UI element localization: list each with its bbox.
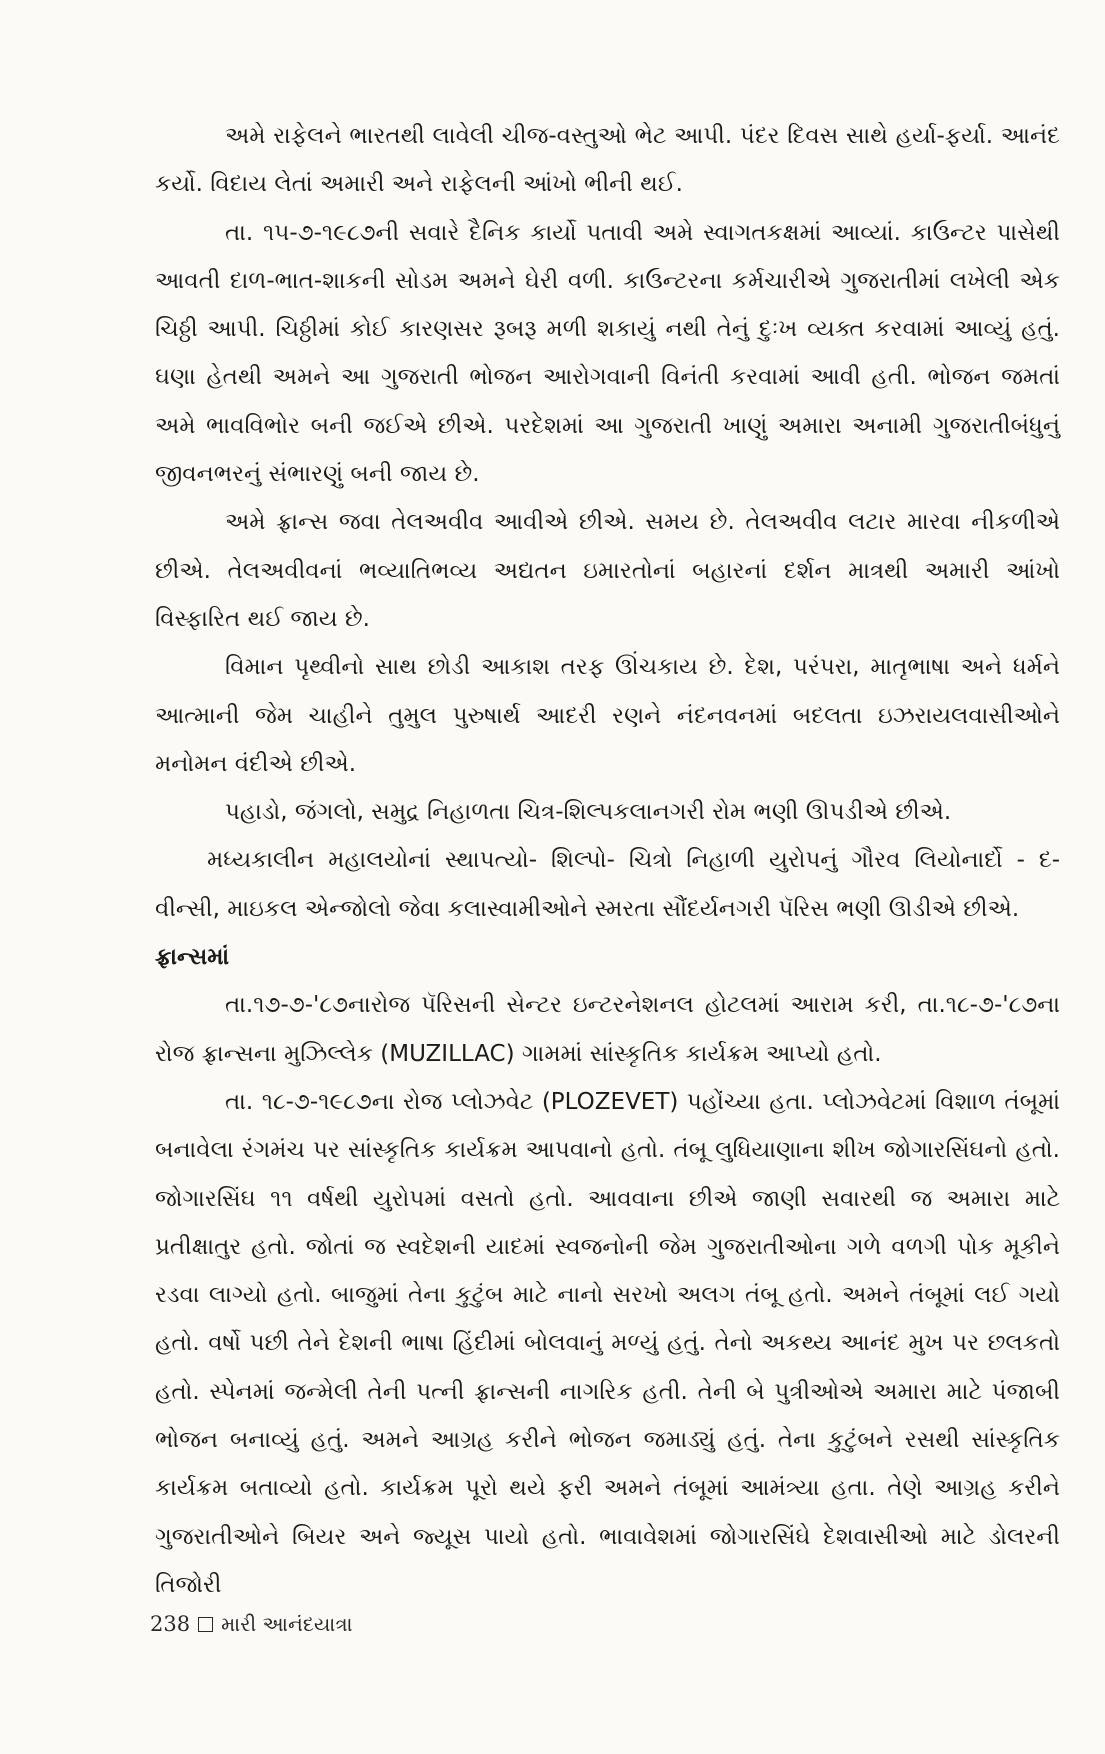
section-heading-france: ફ્રાન્સમાં xyxy=(155,944,230,971)
paragraph-paris: મધ્યકાલીન મહાલયોનાં સ્થાપત્યો- શિલ્પો- ચિત્રો નિહાળી યુરોપનું ગૌરવ લિયોનાર્દો - દ- વીન્સી, માઇકલ એન્જોલો જેવા કલાસ્વામીઓને સ્મરતા સૌંદર્યનગરી પૅરિસ ભણી ઊડીએ છીએ. xyxy=(155,847,1060,922)
paragraph-flight: વિમાન પૃથ્વીનો સાથ છોડી આકાશ તરફ ઊંચકાય છે. દેશ, પરંપરા, માતૃભાષા અને ધર્મને આત્માની જેમ ચાહીને તુમુલ પુરુષાર્થ આદરી રણને નંદનવનમાં બદલતા ઇઝરાયલવાસીઓને મનોમન વંદીએ છીએ. xyxy=(155,654,1060,777)
page-number: 238 xyxy=(150,1612,191,1636)
paragraph-muzillac: તા.૧૭-૭-'૮૭નારોજ પૅરિસની સેન્ટર ઇન્ટરનેશનલ હોટલમાં આરામ કરી, તા.૧૮-૭-'૮૭ના રોજ ફ્રાન્સના મુઝિલ્લેક (MUZILLAC) ગામમાં સાંસ્કૃતિક કાર્યક્રમ આપ્યો હતો. xyxy=(155,992,1060,1067)
paragraph-gujarati-meal: તા. ૧૫-૭-૧૯૮૭ની સવારે દૈનિક કાર્યો પતાવી અમે સ્વાગતકક્ષમાં આવ્યાં. કાઉન્ટર પાસેથી આવતી દાળ-ભાત-શાકની સોડમ અમને ઘેરી વળી. કાઉન્ટરના કર્મચારીએ ગુજરાતીમાં લખેલી એક ચિઠ્ઠી આપી. ચિઠ્ઠીમાં કોઈ કારણસર રૂબરૂ મળી શકાયું નથી તેનું દુઃખ વ્યક્ત કરવામાં આવ્યું હતું. ઘણા હેતથી અમને આ ગુજરાતી ભોજન આરોગવાની વિનંતી કરવામાં આવી હતી. ભોજન જમતાં અમે ભાવવિભોર બની જઈએ છીએ. પરદેશમાં આ ગુજરાતી ખાણું અમારા અનામી ગુજરાતીબંધુનું જીવનભરનું સંભારણું બની જાય છે. xyxy=(155,219,1060,488)
box-separator-icon xyxy=(198,1617,213,1632)
paragraph-plozevet: તા. ૧૮-૭-૧૯૮૭ના રોજ પ્લોઝવેટ (PLOZEVET) પહોંચ્યા હતા. પ્લોઝવેટમાં વિશાળ તંબૂમાં બનાવેલા રંગમંચ પર સાંસ્કૃતિક કાર્યક્રમ આપવાનો હતો. તંબૂ લુધિયાણાના શીખ જોગારસિંઘનો હતો. જોગારસિંઘ ૧૧ વર્ષથી યુરોપમાં વસતો હતો. આવવાના છીએ જાણી સવારથી જ અમારા માટે પ્રતીક્ષાતુર હતો. જોતાં જ સ્વદેશની યાદમાં સ્વજનોની જેમ ગુજરાતીઓના ગળે વળગી પોક મૂકીને રડવા લાગ્યો હતો. બાજુમાં તેના કુટુંબ માટે નાનો સરખો અલગ તંબૂ હતો. અમને તંબૂમાં લઈ ગયો હતો. વર્ષો પછી તેને દેશની ભાષા હિંદીમાં બોલવાનું મળ્યું હતું. તેનો અકથ્ય આનંદ મુખ પર છલકતો હતો. સ્પેનમાં જન્મેલી તેની પત્ની ફ્રાન્સની નાગરિક હતી. તેની બે પુત્રીઓએ અમારા માટે પંજાબી ભોજન બનાવ્યું હતું. અમને આગ્રહ કરીને ભોજન જમાડ્યું હતું. તેના કુટુંબને રસથી સાંસ્કૃતિક કાર્યક્રમ બતાવ્યો હતો. કાર્યક્રમ પૂરો થયે ફરી અમને તંબૂમાં આમંત્ર્યા હતા. તેણે આગ્રહ કરીને ગુજરાતીઓને બિયર અને જ્યૂસ પાયો હતો. ભાવાવેશમાં જોગારસિંઘે દેશવાસીઓ માટે ડોલરની તિજોરી xyxy=(155,1088,1060,1598)
paragraph-rafael-farewell: અમે રાફેલને ભારતથી લાવેલી ચીજ-વસ્તુઓ ભેટ આપી. પંદર દિવસ સાથે હર્યા-ફર્યા. આનંદ કર્યો. વિદાય લેતાં અમારી અને રાફેલની આંખો ભીની થઈ. xyxy=(155,123,1060,198)
book-title: મારી આનંદયાત્રા xyxy=(221,1612,353,1636)
body-text xyxy=(155,112,1060,1609)
page-footer xyxy=(150,1612,353,1636)
paragraph-tel-aviv: અમે ફ્રાન્સ જવા તેલઅવીવ આવીએ છીએ. સમય છે. તેલઅવીવ લટાર મારવા નીકળીએ છીએ. તેલઅવીવનાં ભવ્યાતિભવ્ય અદ્યતન ઇમારતોનાં બહારનાં દર્શન માત્રથી અમારી આંખો વિસ્ફારિત થઈ જાય છે. xyxy=(155,509,1060,632)
paragraph-rome: પહાડો, જંગલો, સમુદ્ર નિહાળતા ચિત્ર-શિલ્પકલાનગરી રોમ ભણી ઊપડીએ છીએ. xyxy=(225,799,952,826)
